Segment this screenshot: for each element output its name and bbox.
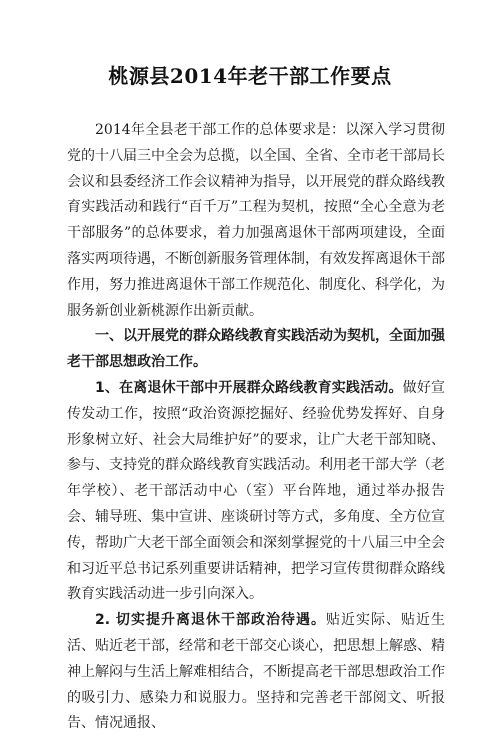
item-1-heading: 1、在离退休干部中开展群众路线教育实践活动。 <box>95 379 403 396</box>
item-1-body: 做好宣传发动工作，按照“政治资源挖掘好、经验优势发挥好、自身形象树立好、社会大局维护好”的要求，让广大老干部知晓、参与、支持党的群众路线教育实践活动。利用老干部大学（老年学校）、老干部活动中心（室）平台阵地，通过举办报告会、辅导班、集中宣讲、座谈研讨等方式，多角度、全方位宣传，帮助广大老干部全面领会和深刻掌握党的十八届三中全会和习近平总书记系列重要讲话精神，把学习宣传贯彻群众路线教育实践活动进一步引向深入。 <box>67 379 445 603</box>
document-title: 桃源县2014年老干部工作要点 <box>108 64 392 88</box>
item-2-paragraph <box>67 608 445 737</box>
item-1-paragraph <box>67 376 445 608</box>
section-1-heading: 一、以开展党的群众路线教育实践活动为契机，全面加强老干部思想政治工作。 <box>67 328 445 371</box>
item-2-body: 贴近实际、贴近生活、贴近老干部，经常和老干部交心谈心，把思想上解惑、精神上解闷与生活上解难相结合，不断提高老干部思想政治工作的吸引力、感染力和说服力。坚持和完善老干部阅文、听报告、情况通报、 <box>67 612 446 732</box>
item-2-heading: 2. 切实提升离退休干部政治待遇。 <box>95 612 326 629</box>
document-body <box>67 118 445 737</box>
intro-paragraph: 2014年全县老干部工作的总体要求是：以深入学习贯彻党的十八届三中全会为总揽，以全国、全省、全市老干部局长会议和县委经济工作会议精神为指导，以开展党的群众路线教育实践活动和践行“百千万”工程为契机，按照“全心全意为老干部服务”的总体要求，着力加强离退休干部两项建设，全面落实两项待遇，不断创新服务管理体制，有效发挥离退休干部作用，努力推进离退休干部工作规范化、制度化、科学化，为服务新创业新桃源作出新贡献。 <box>67 122 445 319</box>
